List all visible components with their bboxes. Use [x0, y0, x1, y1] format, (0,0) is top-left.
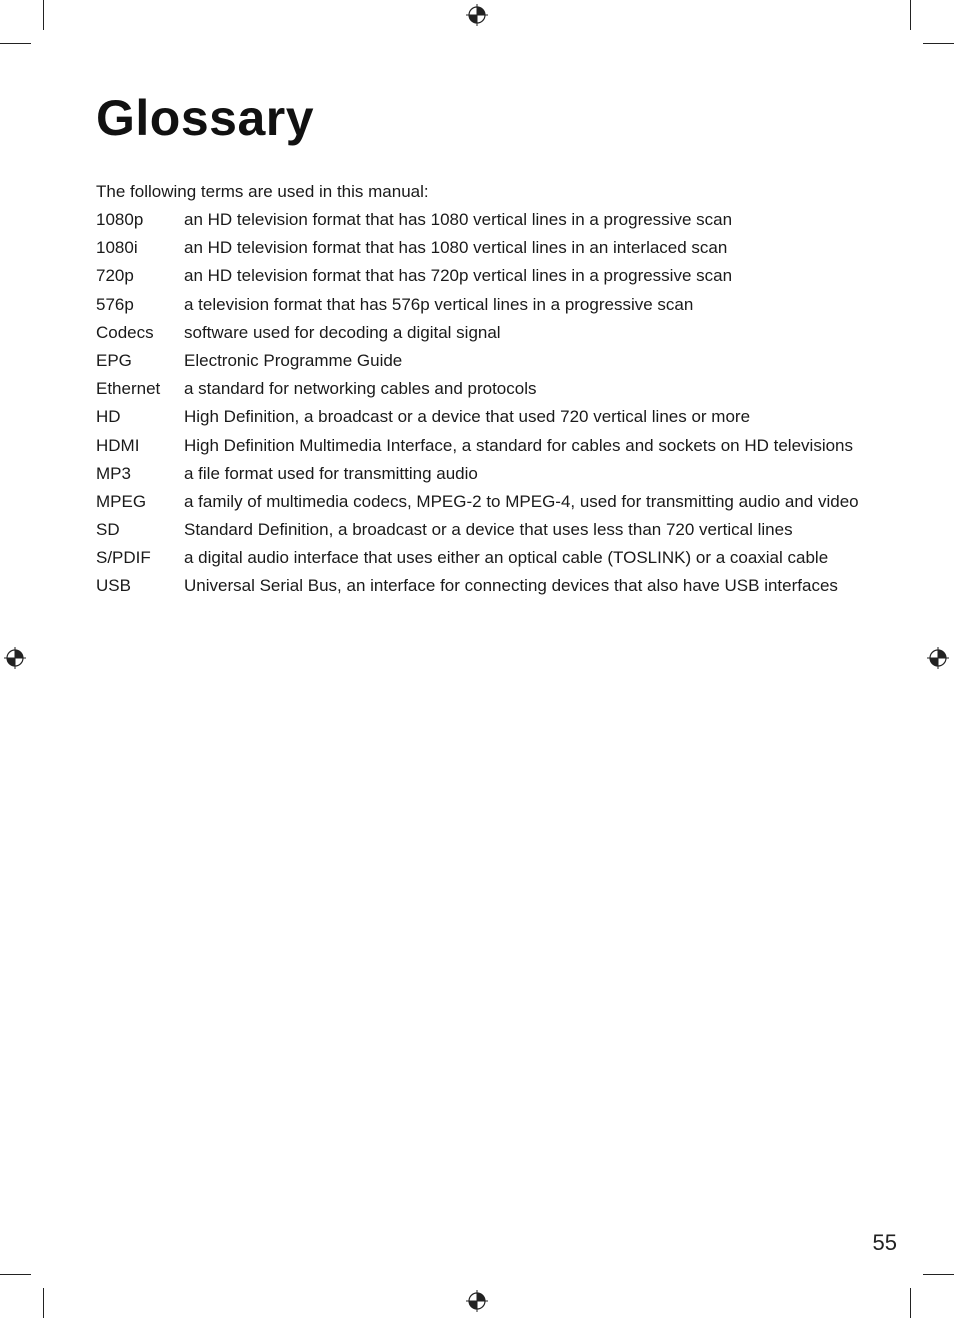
crop-mark-top-left-horizontal — [0, 43, 31, 44]
glossary-definition: a digital audio interface that uses either an optical cable (TOSLINK) or a coaxial cable — [184, 548, 829, 568]
glossary-definition: Universal Serial Bus, an interface for connecting devices that also have USB interfaces — [184, 576, 838, 596]
glossary-entry — [96, 265, 866, 288]
crop-mark-bottom-left-horizontal — [0, 1274, 31, 1275]
glossary-definition: High Definition Multimedia Interface, a standard for cables and sockets on HD televisions — [184, 435, 854, 455]
crop-mark-top-right-vertical — [910, 0, 911, 30]
glossary-definition: a television format that has 576p vertical lines in a progressive scan — [184, 294, 694, 314]
page-number: 55 — [872, 1230, 897, 1255]
glossary-term: Codecs — [96, 322, 154, 342]
crop-mark-top-left-vertical — [43, 0, 44, 30]
glossary-term: USB — [96, 576, 131, 596]
glossary-term: 1080i — [96, 238, 138, 258]
glossary-definition: a family of multimedia codecs, MPEG-2 to MPEG-4, used for transmitting audio and video — [184, 491, 859, 511]
glossary-entry — [96, 237, 866, 260]
glossary-term: 1080p — [96, 210, 144, 229]
registration-mark-icon — [927, 647, 949, 669]
glossary-definition: High Definition, a broadcast or a device that used 720 vertical lines or more — [184, 407, 751, 427]
glossary-entry — [96, 294, 866, 317]
glossary-term: MPEG — [96, 491, 147, 511]
glossary-entry — [96, 209, 866, 232]
crop-mark-bottom-right-vertical — [910, 1288, 911, 1318]
crop-mark-bottom-left-vertical — [43, 1288, 44, 1318]
crop-mark-bottom-right-horizontal — [923, 1274, 954, 1275]
glossary-entry — [96, 322, 866, 345]
glossary-entry — [96, 519, 866, 542]
registration-mark-icon — [4, 647, 26, 669]
glossary-entry — [96, 575, 866, 598]
crop-mark-top-right-horizontal — [923, 43, 954, 44]
glossary-term: HDMI — [96, 435, 140, 455]
glossary-definition: Standard Definition, a broadcast or a device that uses less than 720 vertical lines — [184, 520, 793, 540]
glossary-definition: a standard for networking cables and protocols — [184, 379, 537, 399]
glossary-entry — [96, 378, 866, 401]
glossary-definition: software used for decoding a digital signal — [184, 322, 501, 342]
registration-mark-icon — [466, 4, 488, 26]
glossary-entry — [96, 491, 866, 514]
glossary-term: SD — [96, 520, 120, 540]
glossary-term: Ethernet — [96, 379, 161, 399]
intro-text: The following terms are used in this manual: — [96, 182, 429, 201]
glossary-definition: an HD television format that has 1080 vertical lines in an interlaced scan — [184, 238, 728, 258]
glossary-entry — [96, 350, 866, 373]
glossary-entry — [96, 406, 866, 429]
glossary-definition: an HD television format that has 1080 vertical lines in a progressive scan — [184, 210, 733, 229]
glossary-entry — [96, 547, 866, 570]
glossary-term: MP3 — [96, 463, 131, 483]
glossary-list — [96, 209, 866, 604]
glossary-definition: Electronic Programme Guide — [184, 350, 403, 370]
registration-mark-icon — [466, 1290, 488, 1312]
glossary-term: HD — [96, 407, 121, 427]
glossary-term: 720p — [96, 266, 134, 286]
glossary-entry — [96, 435, 866, 458]
page-title: Glossary — [96, 90, 315, 146]
glossary-term: S/PDIF — [96, 548, 151, 568]
glossary-term: 576p — [96, 294, 134, 314]
glossary-definition: a file format used for transmitting audio — [184, 463, 478, 483]
glossary-definition: an HD television format that has 720p vertical lines in a progressive scan — [184, 266, 733, 286]
glossary-entry — [96, 463, 866, 486]
glossary-term: EPG — [96, 350, 132, 370]
